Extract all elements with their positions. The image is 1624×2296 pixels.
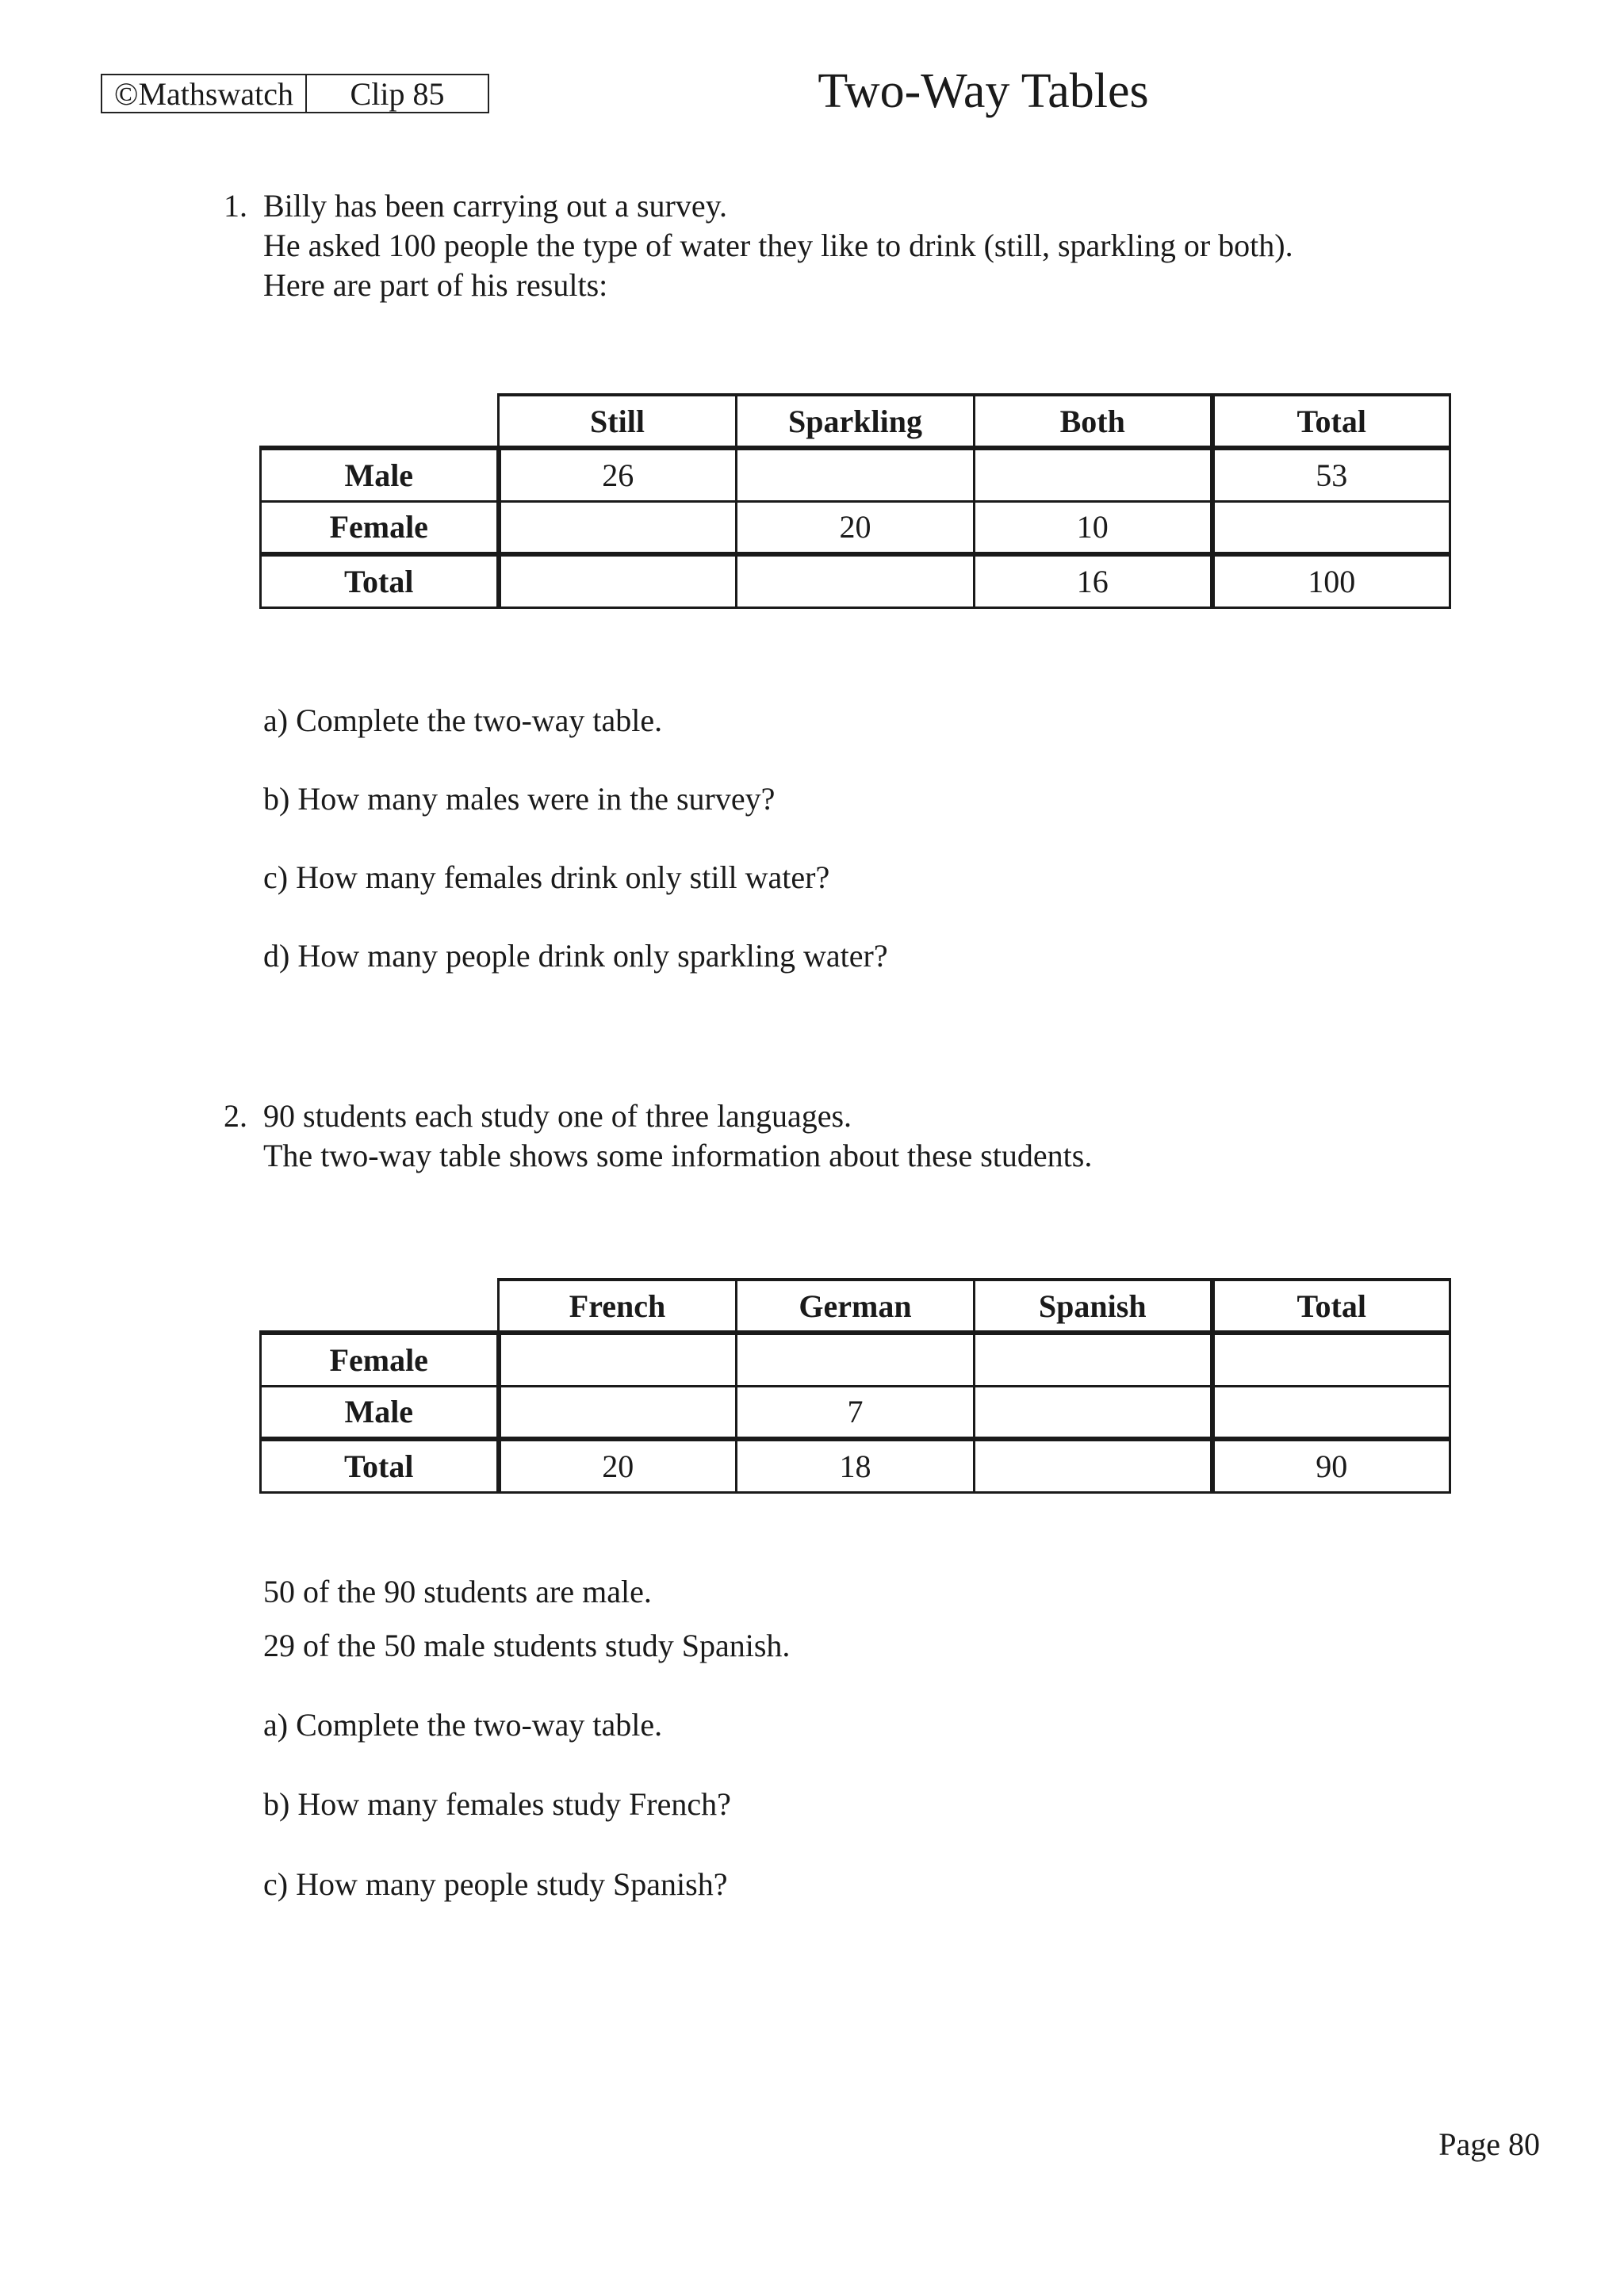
table-row [261, 554, 1450, 607]
row-label: Male [261, 1386, 499, 1439]
table-cell[interactable] [1212, 501, 1450, 554]
table-cell[interactable]: 26 [499, 448, 737, 501]
clip-header-box [101, 74, 489, 113]
column-header: Both [975, 395, 1212, 448]
table-header-row [261, 1280, 1450, 1333]
question-2-part: c) How many people study Spanish? [263, 1866, 728, 1902]
column-header: Spanish [975, 1280, 1212, 1333]
table-cell[interactable] [737, 554, 975, 607]
table-cell[interactable]: 90 [1212, 1439, 1450, 1492]
question-2-number: 2. [224, 1098, 247, 1134]
table-cell[interactable] [499, 1333, 737, 1386]
table-corner [261, 1280, 499, 1333]
table-cell[interactable] [737, 1333, 975, 1386]
column-header: German [737, 1280, 975, 1333]
question-2-fact: 29 of the 50 male students study Spanish. [263, 1628, 791, 1663]
question-1-intro-line: He asked 100 people the type of water they like to drink (still, sparkling or both). [263, 228, 1293, 263]
table-cell[interactable]: 20 [737, 501, 975, 554]
copyright-label: ©Mathswatch [102, 75, 307, 112]
row-label: Total [261, 1439, 499, 1492]
question-1-intro-line: Here are part of his results: [263, 267, 608, 303]
table-cell[interactable] [737, 448, 975, 501]
table-cell[interactable] [1212, 1386, 1450, 1439]
row-label: Total [261, 554, 499, 607]
table-cell[interactable]: 20 [499, 1439, 737, 1492]
column-header: Still [499, 395, 737, 448]
table-row [261, 501, 1450, 554]
row-label: Female [261, 1333, 499, 1386]
question-2-fact: 50 of the 90 students are male. [263, 1574, 652, 1609]
column-header: Total [1212, 395, 1450, 448]
question-2-intro-line: 90 students each study one of three languages. [263, 1098, 852, 1134]
table-cell[interactable]: 100 [1212, 554, 1450, 607]
table-cell[interactable] [975, 1333, 1212, 1386]
question-2-part: a) Complete the two-way table. [263, 1707, 663, 1743]
q1-two-way-table [259, 393, 1451, 609]
table-header-row [261, 395, 1450, 448]
row-label: Female [261, 501, 499, 554]
question-1-number: 1. [224, 188, 247, 224]
table-cell[interactable]: 16 [975, 554, 1212, 607]
question-1-part: b) How many males were in the survey? [263, 781, 776, 817]
table-cell[interactable] [499, 554, 737, 607]
question-1-part: d) How many people drink only sparkling water? [263, 938, 888, 974]
table-cell[interactable]: 53 [1212, 448, 1450, 501]
page-title: Two-Way Tables [818, 64, 1149, 118]
table-row [261, 1439, 1450, 1492]
table-cell[interactable]: 18 [737, 1439, 975, 1492]
question-1-part: a) Complete the two-way table. [263, 702, 663, 738]
page-number: Page 80 [1438, 2126, 1540, 2162]
column-header: Total [1212, 1280, 1450, 1333]
table-cell[interactable] [975, 448, 1212, 501]
table-cell[interactable] [499, 1386, 737, 1439]
table-row [261, 1333, 1450, 1386]
clip-number: Clip 85 [350, 75, 445, 112]
question-1-part: c) How many females drink only still water? [263, 859, 830, 895]
question-2-intro-line: The two-way table shows some information about these students. [263, 1138, 1093, 1173]
table-cell[interactable] [1212, 1333, 1450, 1386]
table-corner [261, 395, 499, 448]
table-row [261, 1386, 1450, 1439]
table-cell[interactable]: 7 [737, 1386, 975, 1439]
table-cell[interactable] [499, 501, 737, 554]
table-cell[interactable]: 10 [975, 501, 1212, 554]
q2-two-way-table [259, 1278, 1451, 1494]
row-label: Male [261, 448, 499, 501]
table-cell[interactable] [975, 1439, 1212, 1492]
column-header: Sparkling [737, 395, 975, 448]
table-cell[interactable] [975, 1386, 1212, 1439]
table-row [261, 448, 1450, 501]
question-2-part: b) How many females study French? [263, 1786, 731, 1822]
question-1-intro-line: Billy has been carrying out a survey. [263, 188, 728, 224]
column-header: French [499, 1280, 737, 1333]
